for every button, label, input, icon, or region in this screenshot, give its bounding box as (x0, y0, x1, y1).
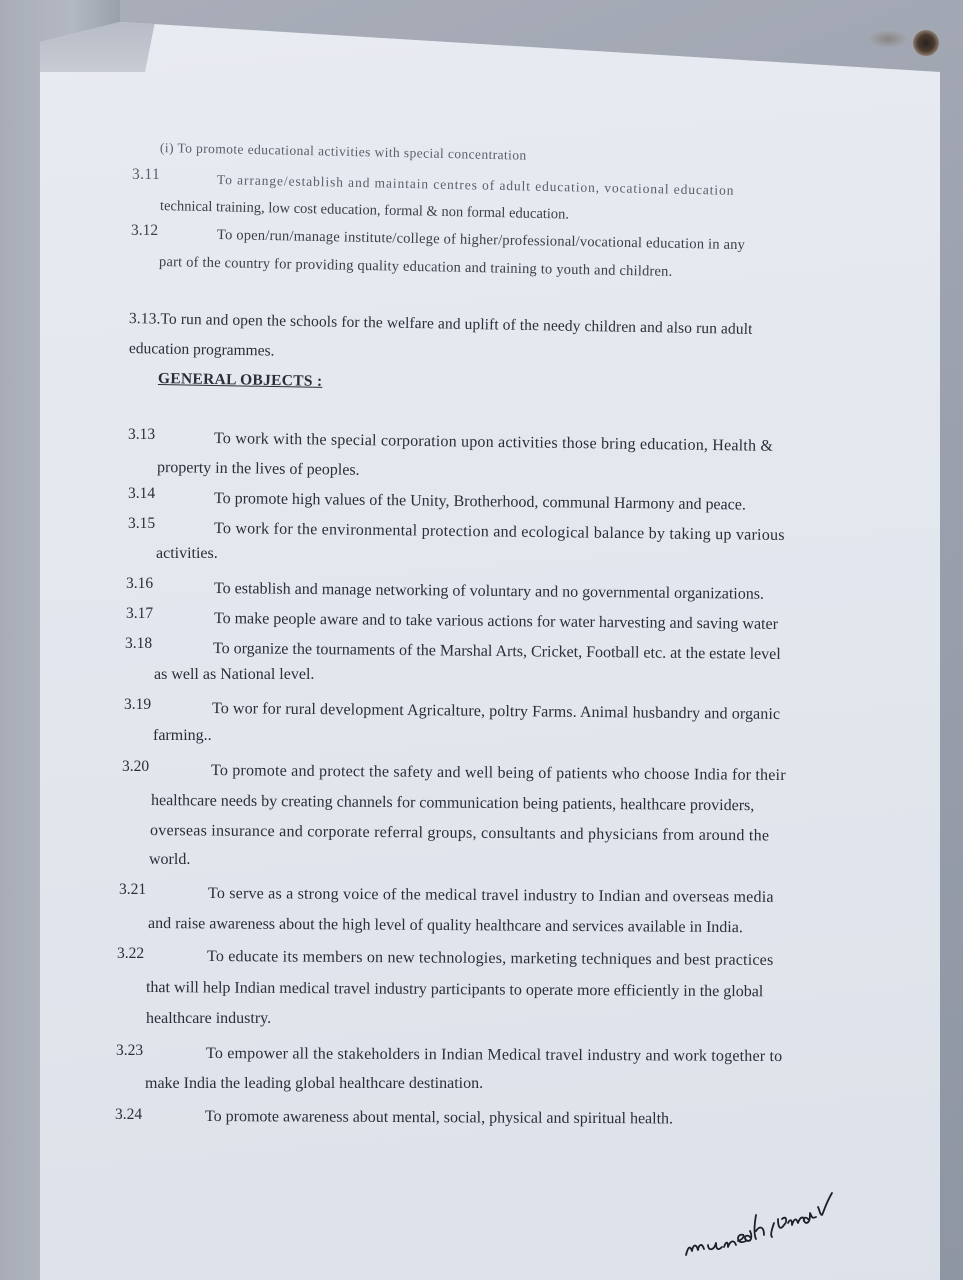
item-line: activities. (156, 545, 218, 562)
item-number: 3.18 (125, 635, 153, 652)
item-line: overseas insurance and corporate referral groups, consultants and physicians from around the (149, 822, 770, 845)
item-line: To open/run/manage institute/college of higher/professional/vocational education in any (216, 227, 746, 254)
item-line: property in the lives of peoples. (156, 459, 360, 479)
item-number: 3.12 (131, 222, 159, 239)
item-i-line-1: (i) To promote educational activities with special concentration (159, 140, 527, 163)
item-line: To promote and protect the safety and well being of patients who choose India for their (210, 762, 786, 785)
item-line: that will help Indian medical travel industry participants to operate more efficiently in the global (145, 979, 764, 1001)
item-number: 3.24 (115, 1106, 143, 1123)
section-heading: GENERAL OBJECTS : (157, 370, 323, 390)
item-line: To work for the environmental protection and ecological balance by taking up various (213, 520, 785, 544)
item-line: To educate its members on new technologies, marketing techniques and best practices (206, 948, 774, 969)
item-number: 3.17 (126, 605, 154, 622)
item-line: 3.13.To run and open the schools for the welfare and uplift of the needy children and also run adult (128, 310, 753, 338)
item-line: technical training, low cost education, formal & non formal education. (159, 198, 570, 223)
item-number: 3.16 (126, 575, 154, 592)
item-number: 3.15 (128, 515, 156, 532)
item-number: 3.14 (128, 485, 156, 502)
item-number: 3.20 (122, 758, 150, 775)
item-number: 3.22 (117, 945, 145, 962)
item-number: 3.19 (124, 696, 152, 713)
item-line: To make people aware and to take various actions for water harvesting and saving water (213, 610, 779, 633)
item-line: as well as National level. (154, 666, 315, 683)
item-line: farming.. (153, 727, 212, 744)
item-line: To promote awareness about mental, social, physical and spiritual health. (204, 1108, 674, 1128)
item-line: part of the country for providing quality education and training to youth and children. (158, 254, 673, 280)
item-line: and raise awareness about the high level of quality healthcare and services available in India. (147, 915, 743, 937)
item-line: To organize the tournaments of the Marshal Arts, Cricket, Football etc. at the estate level (212, 640, 781, 663)
item-line: healthcare needs by creating channels for communication being patients, healthcare providers, (150, 792, 755, 815)
item-line: To arrange/establish and maintain centres of adult education, vocational education (216, 172, 735, 198)
item-line: To wor for rural development Agricalture, poltry Farms. Animal husbandry and organic (211, 700, 781, 723)
item-line: education programmes. (128, 340, 275, 360)
signature (680, 1185, 850, 1265)
item-line: make India the leading global healthcare destination. (145, 1075, 484, 1092)
item-line: To promote high values of the Unity, Brotherhood, communal Harmony and peace. (213, 490, 747, 514)
item-line: To serve as a strong voice of the medical travel industry to Indian and overseas media (207, 885, 774, 906)
item-number: 3.21 (119, 881, 147, 898)
item-line: world. (149, 851, 191, 868)
item-line: To empower all the stakeholders in Indian Medical travel industry and work together to (205, 1045, 783, 1066)
item-line: To establish and manage networking of voluntary and no governmental organizations. (213, 580, 765, 603)
item-line: To work with the special corporation upon activities those bring education, Health & (213, 430, 774, 455)
item-number: 3.11 (132, 166, 161, 183)
item-line: healthcare industry. (146, 1010, 272, 1027)
item-number: 3.23 (116, 1042, 144, 1059)
item-number: 3.13 (128, 426, 156, 443)
